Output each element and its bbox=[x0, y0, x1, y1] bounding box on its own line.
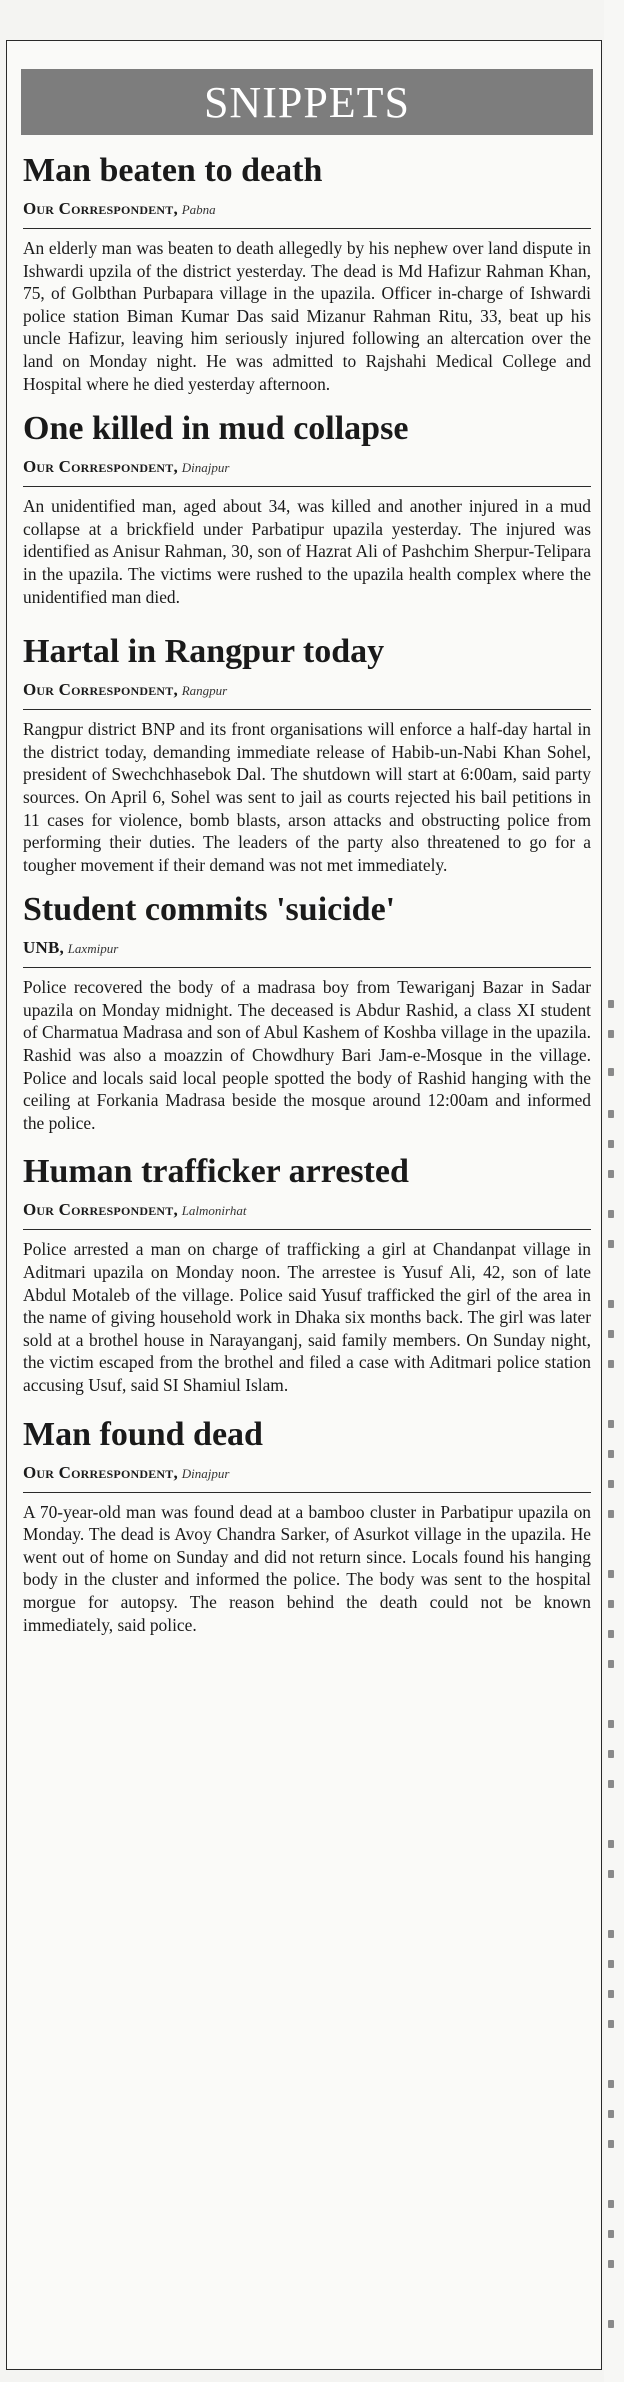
story-body: Rangpur district BNP and its front organisations will enforce a half-day hartal in the district today, demanding immediate release of Habib-un-Nabi Khan Sohel, president of Swechchhasebok Dal. The shutdown will start at 6:00am, said party sources. On April 6, Sohel was sent to jail as courts rejected his bail petitions in 11 cases for violence, bomb blasts, arson attacks and obstructing police from performing their duties. The leaders of the party also threatened to go for a tougher movement if their demand was not met immediately. bbox=[23, 719, 591, 875]
clipped-letter-mark bbox=[608, 2260, 614, 2268]
clipped-letter-mark bbox=[608, 2140, 614, 2148]
clipped-letter-mark bbox=[608, 1360, 614, 1368]
story-man-beaten bbox=[7, 151, 601, 395]
clipped-letter-mark bbox=[608, 1870, 614, 1878]
story-byline bbox=[23, 457, 591, 487]
clipped-letter-mark bbox=[608, 1170, 614, 1178]
byline-location: Dinajpur bbox=[181, 1465, 230, 1481]
story-headline: Student commits 'suicide' bbox=[23, 891, 396, 929]
clipped-letter-mark bbox=[608, 1210, 614, 1218]
story-body: An elderly man was beaten to death allegedly by his nephew over land dispute in Ishwardi upzila of the district yesterday. The dead is Md Hafizur Rahman Khan, 75, of Golbthan Purbapara village in the upazila. Officer in-charge of Ishwardi police station Biman Kumar Das said Mizanur Rahman Ritu, 33, beat up his uncle Hafizur, leaving him seriously injured following an altercation over the land on Monday night. He was admitted to Rajshahi Medical College and Hospital where he died yesterday afternoon. bbox=[23, 238, 591, 394]
clipped-letter-mark bbox=[608, 1240, 614, 1248]
story-body: A 70-year-old man was found dead at a bamboo cluster in Parbatipur upazila on Monday. The dead is Avoy Chandra Sarker, of Asurkot village in the upazila. He went out of home on Sunday and did not return since. Locals found his hanging body in the cluster and informed the police. The body was sent to the hospital morgue for autopsy. The reason behind the death could not be known immediately, said police. bbox=[23, 1501, 591, 1635]
story-hartal-rangpur bbox=[7, 632, 601, 876]
clipped-letter-mark bbox=[608, 1930, 614, 1938]
story-body: An unidentified man, aged about 34, was killed and another injured in a mud collapse at a brickfield under Parbatipur upazila yesterday. The injured was identified as Anisur Rahman, 30, son of Hazrat Ali of Pashchim Sherpur-Telipara in the upazila. The victims were rushed to the upazila health complex where the unidentified man died. bbox=[23, 496, 591, 607]
byline-location: Laxmipur bbox=[67, 941, 119, 957]
clipped-letter-mark bbox=[608, 2020, 614, 2028]
story-byline bbox=[23, 1463, 591, 1493]
story-man-found-dead bbox=[7, 1415, 601, 1637]
story-headline: Man found dead bbox=[23, 1415, 263, 1453]
byline-location: Pabna bbox=[181, 202, 216, 217]
clipped-letter-mark bbox=[608, 1840, 614, 1848]
byline-author: UNB, bbox=[23, 938, 64, 958]
clipped-letter-mark bbox=[608, 1110, 614, 1118]
clipped-letter-mark bbox=[608, 1630, 614, 1638]
snippets-box bbox=[6, 40, 602, 2370]
clipped-letter-mark bbox=[608, 2230, 614, 2238]
story-byline bbox=[23, 1200, 591, 1230]
clipped-letter-mark bbox=[608, 1750, 614, 1758]
story-mud-collapse bbox=[7, 409, 601, 608]
byline-author: Our Correspondent, bbox=[23, 1200, 178, 1220]
clipped-letter-mark bbox=[608, 2110, 614, 2118]
clipped-letter-mark bbox=[608, 1720, 614, 1728]
story-body: Police arrested a man on charge of trafficking a girl at Chandanpat village in Aditmari upazila on Monday noon. The arrestee is Yusuf Ali, 42, son of late Abdul Motaleb of the village. Police said Yusuf trafficked the girl of the area in the name of giving household work in Dhaka six months back. The girl was later sold at a brothel house in Narayanganj, said family members. On Sunday night, the victim escaped from the brothel and filed a case with Aditmari police station accusing Usuf, said SI Shamiul Islam. bbox=[23, 1239, 591, 1395]
byline-author: Our Correspondent, bbox=[23, 199, 178, 218]
story-byline bbox=[23, 199, 591, 229]
clipped-letter-mark bbox=[608, 1960, 614, 1968]
clipped-letter-mark bbox=[608, 1450, 614, 1458]
clipped-letter-mark bbox=[608, 2320, 614, 2328]
byline-author: Our Correspondent, bbox=[23, 680, 178, 700]
section-banner: SNIPPETS bbox=[21, 69, 593, 135]
clipped-letter-mark bbox=[608, 1990, 614, 1998]
clipped-letter-mark bbox=[608, 1480, 614, 1488]
clipped-letter-mark bbox=[608, 1510, 614, 1518]
clipped-letter-mark bbox=[608, 2200, 614, 2208]
clipped-letter-mark bbox=[608, 1000, 614, 1008]
adjacent-column-edge bbox=[604, 0, 624, 2382]
story-headline: One killed in mud collapse bbox=[23, 410, 409, 448]
clipped-letter-mark bbox=[608, 1068, 614, 1076]
clipped-letter-mark bbox=[608, 1300, 614, 1308]
clipped-letter-mark bbox=[608, 1030, 614, 1038]
clipped-letter-mark bbox=[608, 1420, 614, 1428]
clipped-letter-mark bbox=[608, 1330, 614, 1338]
story-byline bbox=[23, 680, 591, 710]
byline-location: Rangpur bbox=[181, 683, 228, 699]
clipped-letter-mark bbox=[608, 1140, 614, 1148]
story-body: Police recovered the body of a madrasa boy from Tewariganj Bazar in Sadar upazila on Monday midnight. The deceased is Abdur Rashid, a class XI student of Charmatua Madrasa and son of Abul Kashem of Koshba village in the upazila. Rashid was also a moazzin of Chowdhury Bari Jam-e-Mosque in the village. Police and locals said local people spotted the body of Rashid hanging with the ceiling at Forkania Madrasa beside the mosque around 12:00am and informed the police. bbox=[23, 977, 591, 1133]
clipped-letter-mark bbox=[608, 1600, 614, 1608]
clipped-letter-mark bbox=[608, 1570, 614, 1578]
clipped-letter-mark bbox=[608, 1660, 614, 1668]
byline-location: Lalmonirhat bbox=[181, 1203, 247, 1219]
clipped-letter-mark bbox=[608, 1780, 614, 1788]
story-trafficker-arrested bbox=[7, 1152, 601, 1396]
byline-author: Our Correspondent, bbox=[23, 457, 178, 477]
story-student-suicide bbox=[7, 890, 601, 1134]
clipped-letter-mark bbox=[608, 2080, 614, 2088]
story-byline bbox=[23, 938, 591, 968]
story-headline: Man beaten to death bbox=[23, 152, 323, 189]
story-headline: Human trafficker arrested bbox=[23, 1153, 409, 1191]
byline-location: Dinajpur bbox=[181, 460, 230, 476]
story-headline: Hartal in Rangpur today bbox=[23, 633, 385, 671]
byline-author: Our Correspondent, bbox=[23, 1462, 178, 1482]
